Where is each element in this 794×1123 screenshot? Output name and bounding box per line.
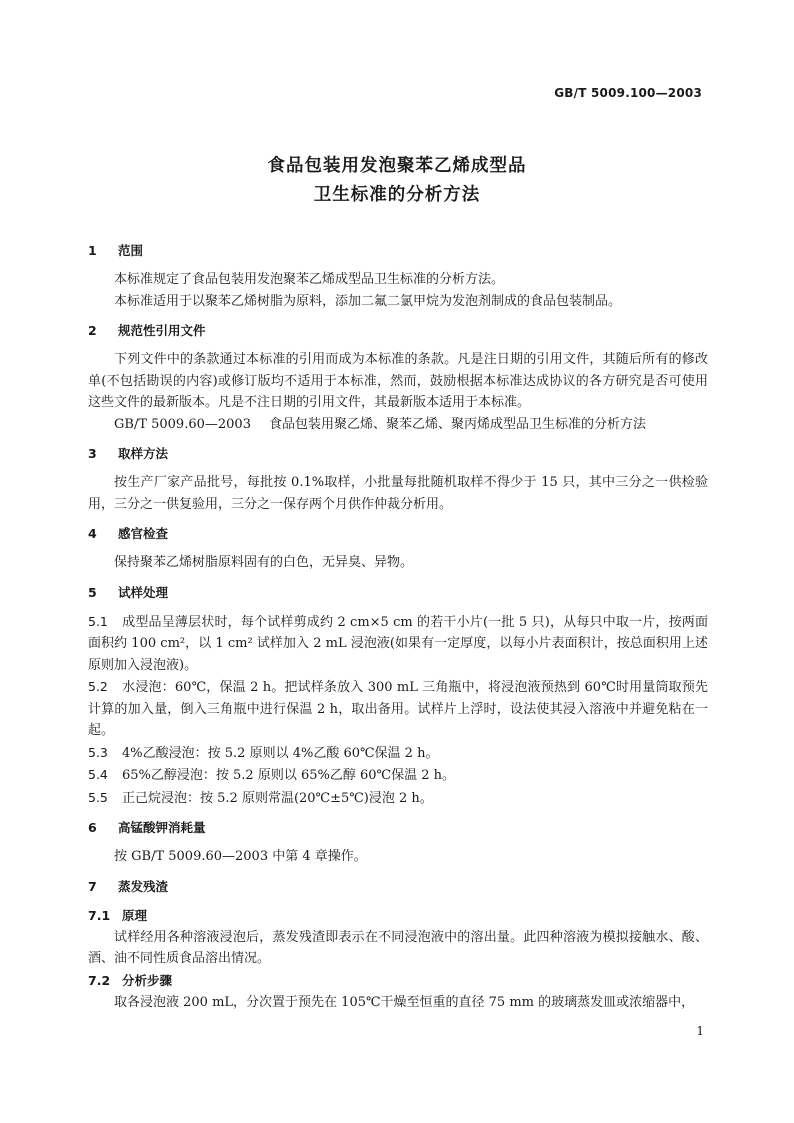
- subclause-text: 正己烷浸泡：按 5.2 原则常温(20℃±5℃)浸泡 2 h。: [122, 790, 433, 806]
- subclause-number: 5.1: [88, 613, 108, 629]
- document-title-line-2: 卫生标准的分析方法: [313, 185, 481, 205]
- section-heading: [88, 582, 708, 604]
- section-number: 5: [88, 584, 97, 600]
- section-title: 高锰酸钾消耗量: [118, 820, 206, 835]
- page-number: 1: [696, 1024, 704, 1038]
- section-title: 取样方法: [118, 446, 169, 461]
- section-heading: [88, 523, 708, 545]
- subclause-number: 5.3: [88, 744, 108, 760]
- section-heading: [88, 817, 708, 839]
- section-heading: [88, 443, 708, 465]
- standard-code: GB/T 5009.100—2003: [554, 86, 702, 100]
- subclause: [88, 787, 708, 810]
- subclause-heading: [88, 970, 708, 992]
- paragraph: 本标准规定了食品包装用发泡聚苯乙烯成型品卫生标准的分析方法。: [114, 272, 505, 287]
- subclause-title: 原理: [122, 907, 148, 923]
- section-title: 范围: [118, 243, 144, 258]
- section-heading: [88, 876, 708, 898]
- subclause: [88, 742, 708, 765]
- section-sample-treatment: [88, 582, 708, 810]
- subclause-title: 分析步骤: [122, 972, 173, 988]
- document-title-line-1: 食品包装用发泡聚苯乙烯成型品: [267, 156, 527, 176]
- section-number: 4: [88, 526, 97, 541]
- reference-title: 食品包装用聚乙烯、聚苯乙烯、聚丙烯成型品卫生标准的分析方法: [268, 416, 646, 432]
- subclause: [88, 611, 708, 677]
- section-number: 7: [88, 878, 97, 894]
- reference-entry: [88, 414, 708, 436]
- subclause-text: 4%乙酸浸泡：按 5.2 原则以 4%乙酸 60℃保温 2 h。: [122, 745, 439, 761]
- subclause-number: 5.5: [88, 789, 108, 805]
- section-permanganate-consumption: [88, 817, 708, 868]
- subclause-number: 5.2: [88, 679, 108, 694]
- section-title: 试样处理: [118, 584, 169, 600]
- section-number: 3: [88, 446, 97, 461]
- section-number: 2: [88, 323, 97, 338]
- section-number: 1: [88, 243, 97, 258]
- subclause-text: 水浸泡：60℃，保温 2 h。把试样条放入 300 mL 三角瓶中，将浸泡液预热到 60℃时用量筒取预先计算的加入量，倒入三角瓶中进行保温 2 h，取出备用。试样片上浮时，设法使其浸入溶液中并避免粘在一起。: [88, 680, 708, 738]
- section-evaporation-residue: [88, 876, 708, 1014]
- section-heading: [88, 320, 708, 342]
- section-title: 感官检查: [118, 526, 169, 541]
- paragraph: 按 GB/T 5009.60—2003 中第 4 章操作。: [114, 849, 367, 864]
- subclause-heading: [88, 905, 708, 927]
- subclause-text: 成型品呈薄层状时，每个试样剪成约 2 cm×5 cm 的若干小片(一批 5 只)，从每只中取一片，按两面面积约 100 cm²，以 1 cm² 试样加入 2 mL 浸泡液(如果有一定厚度，以每小片表面积计，按总面积用上述原则加入浸泡液)。: [88, 614, 708, 673]
- paragraph: 按生产厂家产品批号，每批按 0.1%取样，小批量每批随机取样不得少于 15 只，其中三分之一供检验用，三分之一供复验用，三分之一保存两个月供作仲裁分析用。: [88, 475, 708, 512]
- section-number: 6: [88, 820, 97, 835]
- section-title: 规范性引用文件: [118, 323, 206, 338]
- section-normative-references: [88, 320, 708, 435]
- subclause-number: 7.1: [88, 907, 111, 923]
- reference-code: GB/T 5009.60—2003: [114, 416, 251, 432]
- paragraph: 下列文件中的条款通过本标准的引用而成为本标准的条款。凡是注日期的引用文件，其随后所有的修改单(不包括勘误的内容)或修订版均不适用于本标准，然而，鼓励根据本标准达成协议的各方研究是否可使用这些文件的最新版本。凡是不注日期的引用文件，其最新版本适用于本标准。: [88, 352, 708, 410]
- paragraph: 保持聚苯乙烯树脂原料固有的白色，无异臭、异物。: [114, 555, 414, 570]
- subclause-text: 65%乙醇浸泡：按 5.2 原则以 65%乙醇 60℃保温 2 h。: [122, 768, 455, 783]
- paragraph: 本标准适用于以聚苯乙烯树脂为原料，添加二氟二氯甲烷为发泡剂制成的食品包装制品。: [114, 293, 622, 309]
- subclause: [88, 676, 708, 742]
- section-sampling: [88, 443, 708, 515]
- section-scope: [88, 240, 708, 312]
- section-sensory-inspection: [88, 523, 708, 574]
- section-title: 蒸发残渣: [118, 878, 169, 894]
- paragraph: 取各浸泡液 200 mL，分次置于预先在 105℃干燥至恒重的直径 75 mm 的玻璃蒸发皿或浓缩器中，: [114, 994, 695, 1010]
- document-body: [88, 240, 708, 1021]
- subclause: [88, 764, 708, 787]
- paragraph: 试样经用各种溶液浸泡后，蒸发残渣即表示在不同浸泡液中的溶出量。此四种溶液为模拟接触水、酸、酒、油不同性质食品溶出情况。: [88, 929, 708, 966]
- subclause-number: 7.2: [88, 972, 111, 988]
- subclause-number: 5.4: [88, 767, 108, 782]
- section-heading: [88, 240, 708, 262]
